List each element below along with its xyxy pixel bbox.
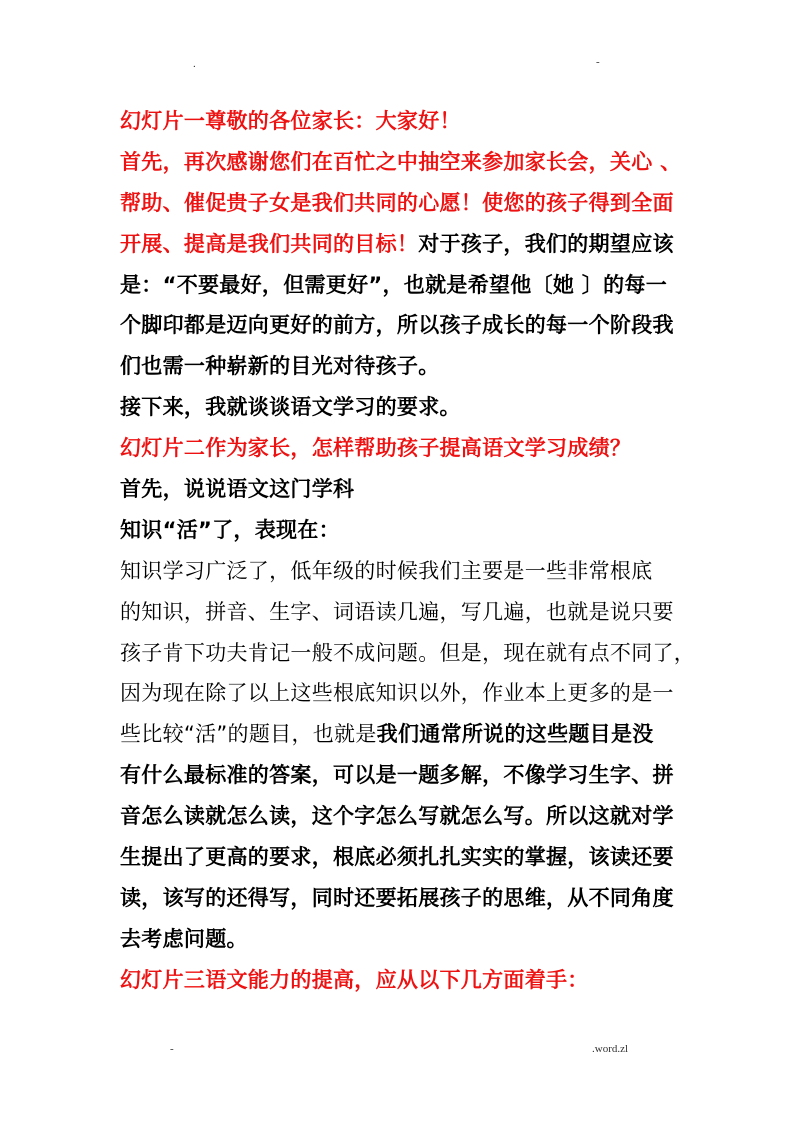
para1-line3-black: 对于孩子，我们的期望应该: [418, 231, 674, 256]
para3-line1: 知识学习广泛了，低年级的时候我们主要是一些非常根底: [120, 558, 653, 583]
para3-line5-normal: 些比较“活”的题目，也就是: [120, 722, 377, 747]
para1-line5: 个脚印都是迈向更好的前方，所以孩子成长的每一个阶段我: [120, 313, 674, 338]
para3-line7: 音怎么读就怎么读，这个字怎么写就怎么写。所以这就对学: [120, 804, 674, 829]
slide3-title: 幻灯片三语文能力的提高，应从以下几方面着手：: [120, 967, 589, 992]
slide1-title: 幻灯片一尊敬的各位家长：大家好！: [120, 109, 461, 133]
para3-line4: 因为现在除了以上这些根底知识以外，作业本上更多的是一: [120, 681, 674, 706]
para1-line6: 们也需一种崭新的目光对待孩子。: [120, 354, 440, 379]
document-body: [120, 101, 696, 1001]
subhead-knowledge: 知识“活”了，表现在：: [120, 517, 340, 542]
para1-line2: 帮助、催促贵子女是我们共同的心愿！使您的孩子得到全面: [120, 190, 674, 215]
para1-line3: [120, 224, 680, 265]
para3-line2: 的知识，拼音、生字、词语读几遍，写几遍，也就是说只要: [120, 599, 674, 624]
para3-line5: [120, 714, 680, 755]
para3-line9: 读，该写的还得写，同时还要拓展孩子的思维，从不同角度: [120, 885, 674, 910]
para3-line6: 有什么最标准的答案，可以是一题多解，不像学习生字、拼: [120, 763, 674, 788]
para3-line3: 孩子肯下功夫肯记一般不成问题。但是，现在就有点不同了，: [120, 640, 696, 665]
para3-line5-bold: 我们通常所说的这些题目是没: [376, 722, 654, 747]
slide2-title: 幻灯片二作为家长，怎样帮助孩子提高语文学习成绩？: [120, 436, 632, 461]
para1-line4: 是：“不要最好，但需更好”，也就是希望他〔她 〕的每一: [120, 272, 668, 297]
para2: 接下来，我就谈谈语文学习的要求。: [120, 395, 461, 420]
header-right-mark: -: [596, 56, 600, 68]
para3-line10: 去考虑问题。: [120, 926, 248, 951]
para1-line3-red: 开展、提高是我们共同的目标！: [120, 231, 419, 256]
footer-left-mark: -: [170, 1043, 174, 1055]
subhead-subject: 首先，说说语文这门学科: [120, 477, 355, 502]
footer-right-mark: .word.zl: [592, 1043, 629, 1055]
para1-line1: 首先，再次感谢您们在百忙之中抽空来参加家长会，关心 、: [120, 149, 682, 174]
para3-line8: 生提出了更高的要求，根底必须扎扎实实的掌握，该读还要: [120, 845, 674, 870]
header-left-mark: .: [193, 58, 196, 70]
